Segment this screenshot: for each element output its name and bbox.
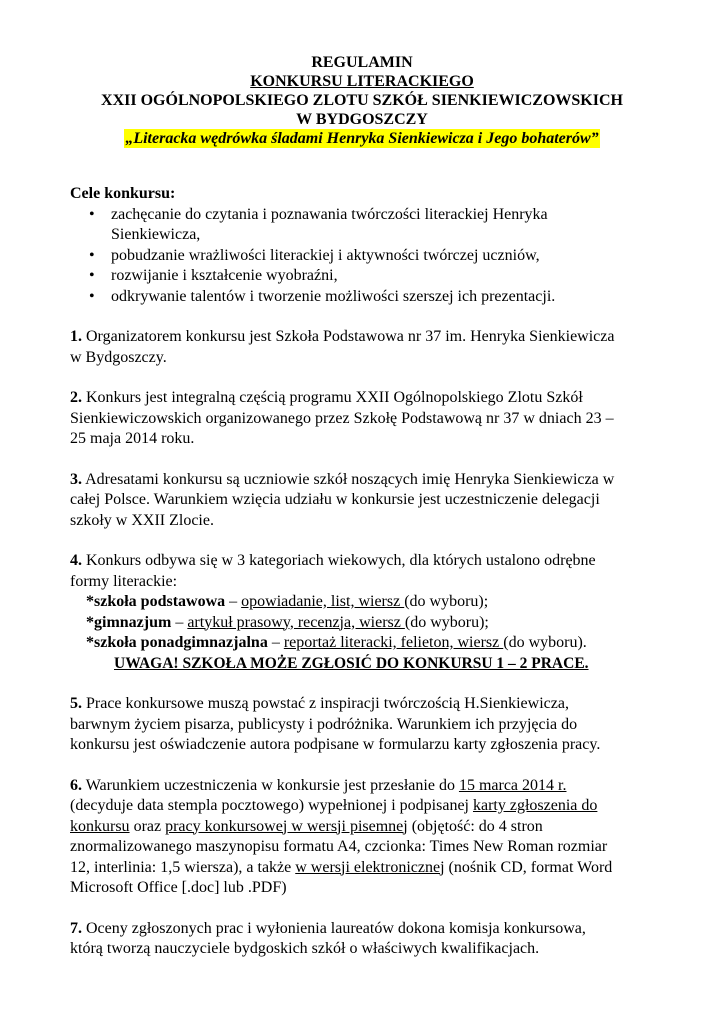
category-dash: – [225, 593, 242, 610]
paragraph-text: Sienkiewiczowskich organizowanego przez Szkołę Podstawową nr 37 w dniach 23 – [70, 409, 614, 427]
paragraph-text: szkoły w XXII Zlocie. [70, 511, 214, 529]
paragraph-number: 2. [70, 389, 82, 406]
goal-text: • odkrywanie talentów i tworzenie możliwości szerszej ich prezentacji. [111, 287, 556, 305]
paragraph-2 [70, 388, 670, 450]
paragraph-text: Warunkiem uczestniczenia w konkursie jest przesłanie do [82, 776, 459, 794]
paragraph-text: Konkurs jest integralną częścią programu XXII Ogólnopolskiego Zlotu Szkół [82, 389, 583, 406]
document-body [70, 184, 670, 960]
list-item [70, 246, 670, 267]
paragraph-text: znormalizowanego maszynopisu formatu A4, czcionka: Times New Roman rozmiar [70, 838, 608, 855]
goal-text: • rozwijanie i kształcenie wyobraźni, [111, 267, 338, 284]
category-forms: opowiadanie, list, wiersz [241, 593, 405, 610]
paragraph-number: 3. [70, 470, 82, 488]
list-item [70, 287, 670, 308]
goal-text: • zachęcanie do czytania i poznawania twórczości literackiej Henryka [111, 205, 548, 223]
paragraph-number: 6. [70, 776, 82, 794]
deadline-date: 15 marca 2014 r. [458, 776, 567, 794]
list-item [70, 266, 670, 287]
paragraph-number: 1. [70, 328, 82, 345]
paragraph-text: Oceny zgłoszonych prac i wyłonienia laureatów dokona komisja konkursowa, [82, 919, 586, 937]
paragraph-text: Organizatorem konkursu jest Szkoła Podstawowa nr 37 im. Henryka Sienkiewicza [82, 328, 615, 345]
paragraph-text: Adresatami konkursu są uczniowie szkół noszących imię Henryka Sienkiewicza w [82, 470, 615, 488]
paragraph-text: oraz [129, 817, 166, 835]
paragraph-number: 4. [70, 552, 82, 569]
category-name: *szkoła ponadgimnazjalna [86, 634, 268, 651]
entry-form-text: konkursu [70, 817, 130, 835]
paragraph-text: 25 maja 2014 roku. [70, 430, 195, 447]
warning-note: UWAGA! SZKOŁA MOŻE ZGŁOSIĆ DO KONKURSU 1 – 2 PRACE. [114, 654, 589, 672]
list-item [70, 205, 670, 246]
category-name: *szkoła podstawowa [86, 593, 226, 610]
category-name: *gimnazjum [86, 613, 172, 631]
category-row [70, 633, 670, 654]
paragraph-1 [70, 327, 670, 368]
category-note: (do wyboru); [404, 593, 489, 610]
category-forms: artykuł prasowy, recenzja, wiersz [187, 613, 405, 631]
category-forms: reportaż literacki, felieton, wiersz [283, 634, 504, 651]
header-motto-row [0, 129, 724, 148]
paragraph-text: formy literackie: [70, 572, 178, 590]
paragraph-6 [70, 776, 670, 899]
category-note: (do wyboru). [503, 634, 587, 651]
paragraph-text: całej Polsce. Warunkiem wzięcia udziału w konkursie jest uczestniczenie delegacji [70, 491, 600, 508]
paragraph-text: konkursu jest oświadczenie autora podpisane w formularzu karty zgłoszenia pracy. [70, 736, 601, 753]
category-row [70, 592, 670, 613]
paragraph-text: (decyduje data stempla pocztowego) wypełnionej i podpisanej [70, 797, 473, 814]
entry-form-text: karty zgłoszenia do [472, 797, 598, 814]
paragraph-text: Prace konkursowe muszą powstać z inspiracji twórczością H.Sienkiewicza, [82, 695, 569, 712]
category-note: (do wyboru); [404, 613, 489, 631]
header-city: W BYDGOSZCZY [296, 111, 428, 128]
paragraph-text: 12, interlinia: 1,5 wiersza), a także [70, 858, 296, 876]
category-dash: – [171, 613, 188, 631]
goal-text: • pobudzanie wrażliwości literackiej i aktywności twórczej uczniów, [111, 246, 540, 264]
paragraph-text: Microsoft Office [.doc] lub .PDF) [70, 879, 287, 896]
paragraph-4 [70, 551, 670, 674]
document-header [0, 53, 724, 148]
goals-list [70, 205, 670, 308]
paragraph-7 [70, 919, 670, 960]
paragraph-5 [70, 694, 670, 756]
goal-text: Sienkiewicza, [111, 226, 201, 243]
paragraph-number: 5. [70, 695, 82, 712]
header-contest-name: KONKURSU LITERACKIEGO [250, 73, 474, 90]
header-title: REGULAMIN [311, 54, 413, 71]
paragraph-text: którą tworzą nauczyciele bydgoskich szkół o właściwych kwalifikacjach. [70, 940, 540, 957]
paragraph-number: 7. [70, 919, 82, 937]
header-motto: „Literacka wędrówka śladami Henryka Sienkiewicza i Jego bohaterów” [125, 130, 599, 147]
goals-title: Cele konkursu: [70, 185, 176, 202]
paragraph-text: barwnym życiem pisarza, publicysty i podróżnika. Warunkiem ich przyjęcia do [70, 715, 578, 733]
paragraph-text: w Bydgoszczy. [70, 348, 167, 366]
category-row [70, 613, 670, 634]
written-version-text: pracy konkursowej w wersji pisemnej [165, 817, 408, 835]
paragraph-text: (nośnik CD, format Word [444, 858, 613, 876]
category-dash: – [267, 634, 284, 651]
paragraph-3 [70, 470, 670, 532]
header-rally-name: XXII OGÓLNOPOLSKIEGO ZLOTU SZKÓŁ SIENKIEWICZOWSKICH [101, 92, 623, 109]
electronic-version-text: w wersji elektronicznej [295, 858, 445, 876]
paragraph-text: (objętość: do 4 stron [407, 817, 543, 835]
paragraph-text: Konkurs odbywa się w 3 kategoriach wiekowych, dla których ustalono odrębne [82, 552, 596, 569]
